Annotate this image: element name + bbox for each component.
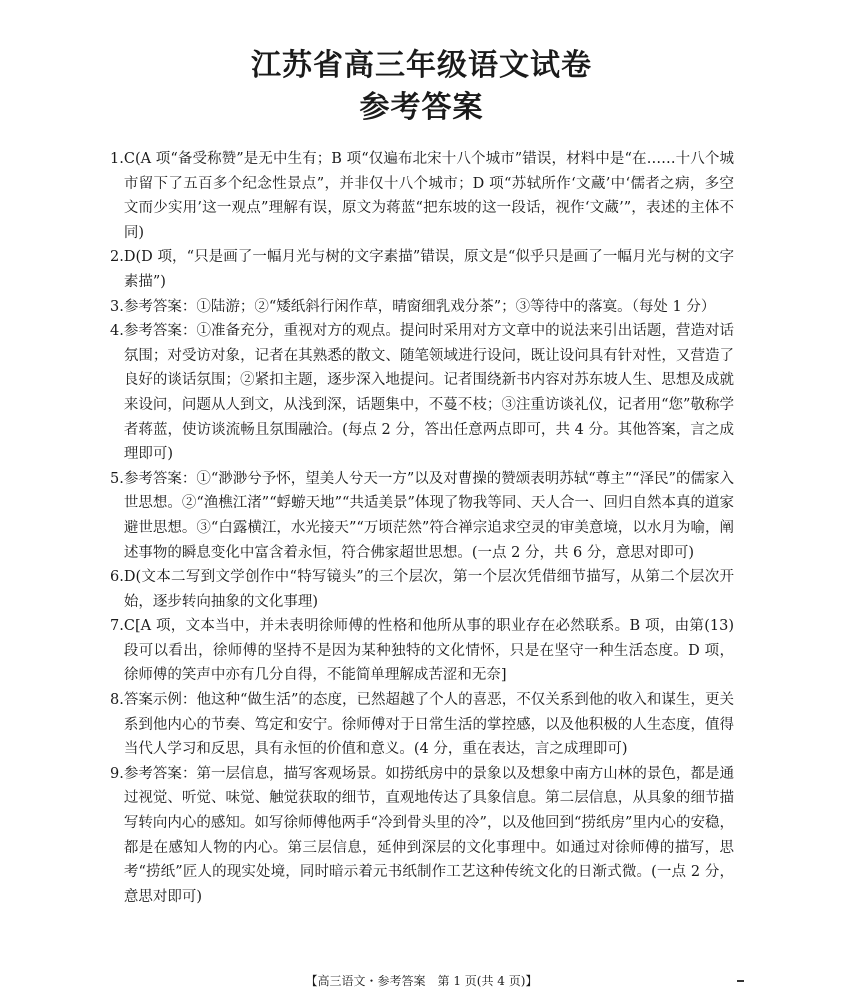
answer-number: 5. <box>110 470 124 487</box>
answer-item-3 <box>110 295 734 320</box>
answer-text: D(文本二写到文学创作中“特写镜头”的三个层次，第一个层次凭借细节描写，从第二个层次开始，逐步转向抽象的文化事理) <box>123 569 734 610</box>
page-footer: 【高三语文・参考答案 第 1 页(共 4 页)】 <box>305 974 538 988</box>
answer-number: 1. <box>110 151 124 167</box>
answer-text: C(A 项“备受称赞”是无中生有；B 项“仅遍布北宋十八个城市”错误，材料中是“在……十八个城市留下了五百多个纪念性景点”，并非仅十八个城市；D 项“苏轼所作‘文蔵’中‘儒者之病，多空文而少实用’这一观点”理解有误，原文为蒋蓝“把东坡的这一段话，视作‘文蔵’”，表述的主体不同) <box>123 151 734 241</box>
answer-number: 4. <box>110 323 124 340</box>
answer-item-1 <box>110 147 734 245</box>
answer-text: 参考答案：①“渺渺兮予怀，望美人兮天一方”以及对曹操的赞颂表明苏轼“尊主”“泽民”的儒家入世思想。②“渔樵江渚”“蜉蝣天地”“共适美景”体现了物我等同、天人合一、回归自然本真的道家避世思想。③“白露横江，水光接天”“万顷茫然”符合禅宗追求空灵的审美意境，以水月为喻，阐述事物的瞬息变化中富含着永恒，符合佛家超世思想。(一点 2 分，共 6 分，意思对即可) <box>123 470 734 561</box>
answer-item-5 <box>110 467 734 565</box>
answer-text: C[A 项，文本当中，并未表明徐师傅的性格和他所从事的职业存在必然联系。B 项，由第(13)段可以看出，徐师傅的坚持不是因为某种独特的文化情怀，只是在坚守一种生活态度。D 项，徐师傅的笑声中亦有几分自得，不能简单理解成苦涩和无奈] <box>123 618 734 684</box>
answer-number: 9. <box>110 765 124 782</box>
answer-item-8 <box>110 688 734 762</box>
page-subtitle: 参考答案 <box>359 90 484 125</box>
answer-item-7 <box>110 614 734 688</box>
answer-list <box>110 147 734 909</box>
corner-mark <box>737 980 744 982</box>
answer-item-4 <box>110 319 734 467</box>
page-title: 江苏省高三年级语文试卷 <box>251 48 592 83</box>
answer-item-9 <box>110 762 734 910</box>
answer-text: 参考答案：①准备充分，重视对方的观点。提问时采用对方文章中的说法来引出话题，营造对话氛围；对受访对象，记者在其熟悉的散文、随笔领域进行设问，既让设问具有针对性，又营造了良好的谈话氛围；②紧扣主题，逐步深入地提问。记者围绕新书内容对苏东坡人生、思想及成就来设问，问题从人到文，从浅到深，话题集中，不蔓不枝；③注重访谈礼仪，记者用“您”敬称学者蒋蓝，使访谈流畅且氛围融洽。(每点 2 分，答出任意两点即可，共 4 分。其他答案，言之成理即可) <box>123 323 734 463</box>
answer-item-6 <box>110 565 734 614</box>
answer-number: 7. <box>110 618 124 635</box>
answer-text: 答案示例：他这种“做生活”的态度，已然超越了个人的喜恶，不仅关系到他的收入和谋生，更关系到他内心的节奏、笃定和安宁。徐师傅对于日常生活的掌控感，以及他积极的人生态度，值得当代人学习和反思，具有永恒的价值和意义。(4 分，重在表达，言之成理即可) <box>123 692 734 758</box>
answer-text: 参考答案：①陆游；②“矮纸斜行闲作草，晴窗细乳戏分茶”；③等待中的落寞。（每处 1 分） <box>123 298 716 315</box>
answer-item-2 <box>110 245 734 294</box>
answer-number: 2. <box>110 249 124 266</box>
answer-number: 8. <box>110 692 124 709</box>
answer-number: 3. <box>110 298 124 315</box>
answer-number: 6. <box>110 569 124 586</box>
answer-text: 参考答案：第一层信息，描写客观场景。如捞纸房中的景象以及想象中南方山林的景色，都是通过视觉、听觉、味觉、触觉获取的细节，直观地传达了具象信息。第二层信息，从具象的细节描写转向内心的感知。如写徐师傅他两手“冷到骨头里的冷”，以及他回到“捞纸房”里内心的安稳，都是在感知人物的内心。第三层信息，延伸到深层的文化事理中。如通过对徐师傅的描写，思考“捞纸”匠人的现实处境，同时暗示着元书纸制作工艺这种传统文化的日渐式微。(一点 2 分，意思对即可) <box>123 765 734 905</box>
answer-text: D(D 项，“只是画了一幅月光与树的文字素描”错误，原文是“似乎只是画了一幅月光与树的文字素描”) <box>123 249 734 290</box>
